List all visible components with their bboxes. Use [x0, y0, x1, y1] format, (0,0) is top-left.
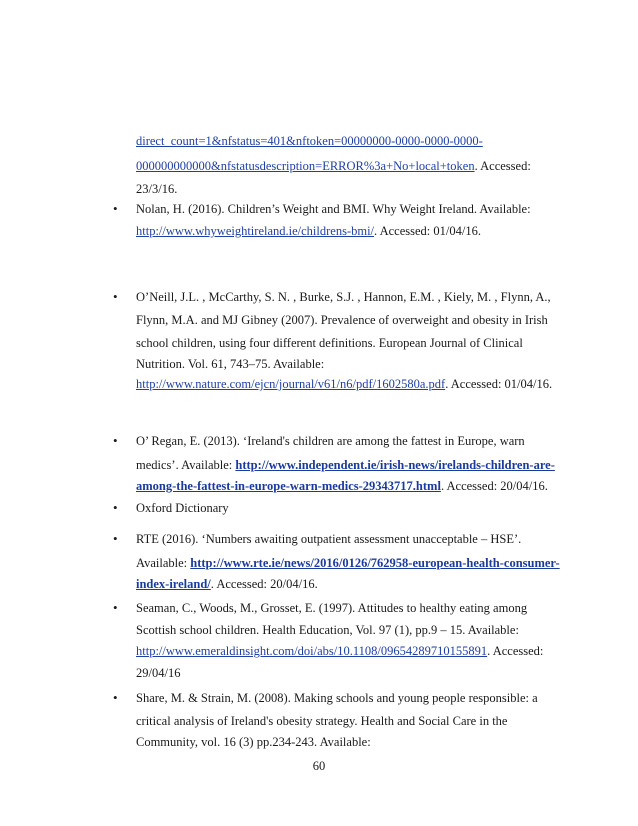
reference-line — [136, 223, 481, 239]
reference-line: RTE (2016). ‘Numbers awaiting outpatient assessment unacceptable – HSE’. — [136, 532, 522, 546]
reference-line: Nutrition. Vol. 61, 743–75. Available: — [136, 357, 325, 371]
reference-line — [136, 376, 552, 392]
reference-link[interactable]: http://www.nature.com/ejcn/journal/v61/n6/pdf/1602580a.pdf — [136, 377, 446, 391]
reference-text: . Accessed: — [487, 644, 544, 658]
reference-line: 29/04/16 — [136, 666, 181, 680]
reference-line: O’Neill, J.L. , McCarthy, S. N. , Burke, S.J. , Hannon, E.M. , Kiely, M. , Flynn, A., — [136, 290, 551, 304]
reference-link[interactable]: index-ireland/ — [136, 577, 211, 591]
reference-text: . Accessed: 01/04/16. — [445, 377, 553, 391]
bullet-icon: • — [113, 289, 118, 304]
page-number: 60 — [312, 759, 326, 773]
bullet-icon: • — [113, 201, 118, 216]
reference-text: Available: — [136, 556, 191, 570]
bullet-icon: • — [113, 433, 118, 448]
reference-text: . Accessed: 20/04/16. — [440, 479, 548, 493]
reference-link[interactable]: 000000000000&nfstatusdescription=ERROR%3a+No+local+token — [136, 159, 475, 173]
reference-line — [136, 576, 318, 592]
reference-link[interactable]: http://www.independent.ie/irish-news/irelands-children-are- — [235, 458, 555, 472]
reference-line: O’ Regan, E. (2013). ‘Ireland's children are among the fattest in Europe, warn — [136, 434, 525, 448]
reference-line — [136, 457, 555, 473]
reference-text: . Accessed: 20/04/16. — [210, 577, 318, 591]
reference-line: Seaman, C., Woods, M., Grosset, E. (1997). Attitudes to healthy eating among — [136, 601, 528, 615]
reference-line — [136, 133, 483, 149]
reference-line — [136, 158, 531, 174]
reference-line — [136, 478, 548, 494]
reference-link[interactable]: http://www.whyweightireland.ie/childrens-bmi/ — [136, 224, 375, 238]
reference-line — [136, 643, 543, 659]
reference-line: Community, vol. 16 (3) pp.234-243. Available: — [136, 735, 371, 749]
reference-text: medics’. Available: — [136, 458, 236, 472]
reference-line: Scottish school children. Health Education, Vol. 97 (1), pp.9 – 15. Available: — [136, 623, 519, 637]
reference-line: Nolan, H. (2016). Children’s Weight and BMI. Why Weight Ireland. Available: — [136, 202, 531, 216]
reference-link[interactable]: among-the-fattest-in-europe-warn-medics-29343717.html — [136, 479, 441, 493]
reference-link[interactable]: http://www.emeraldinsight.com/doi/abs/10.1108/09654289710155891 — [136, 644, 488, 658]
reference-line: Share, M. & Strain, M. (2008). Making schools and young people responsible: a — [136, 691, 538, 705]
reference-line: Flynn, M.A. and MJ Gibney (2007). Prevalence of overweight and obesity in Irish — [136, 313, 548, 327]
reference-text: . Accessed: — [474, 159, 531, 173]
bullet-icon: • — [113, 690, 118, 705]
reference-link[interactable]: direct_count=1&nfstatus=401&nftoken=00000000-0000-0000-0000- — [136, 134, 483, 148]
reference-text: . Accessed: 01/04/16. — [374, 224, 481, 238]
reference-link[interactable]: http://www.rte.ie/news/2016/0126/762958-european-health-consumer- — [190, 556, 560, 570]
bullet-icon: • — [113, 500, 118, 515]
bullet-icon: • — [113, 531, 118, 546]
reference-line: critical analysis of Ireland's obesity strategy. Health and Social Care in the — [136, 714, 508, 728]
bullet-icon: • — [113, 600, 118, 615]
reference-line: 23/3/16. — [136, 182, 178, 196]
reference-line — [136, 555, 560, 571]
reference-line: school children, using four different definitions. European Journal of Clinical — [136, 336, 523, 350]
reference-line: Oxford Dictionary — [136, 501, 229, 515]
